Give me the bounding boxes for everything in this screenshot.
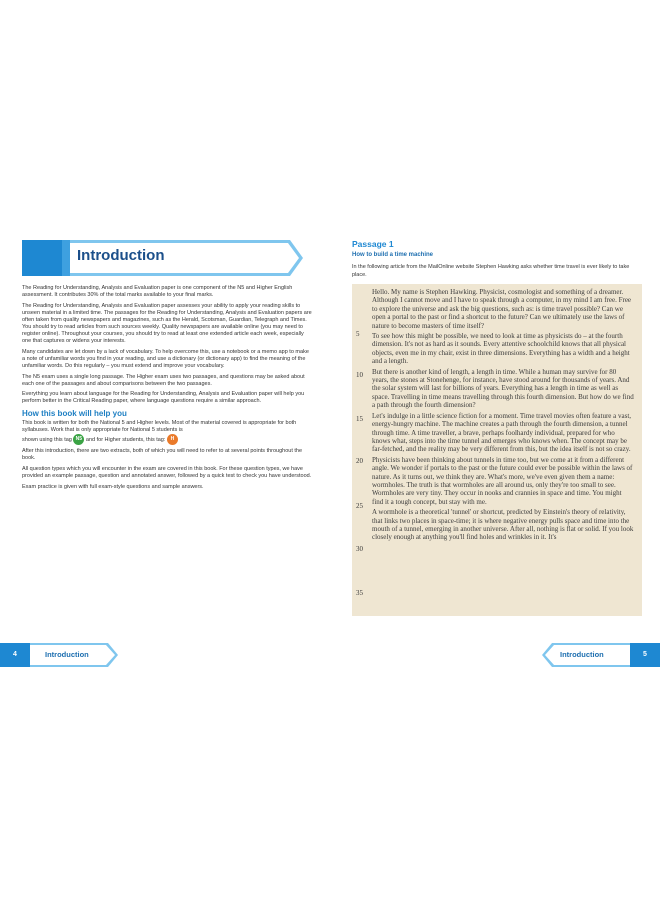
help-text-a: This book is written for both the National 5 and Higher levels. Most of the material covered is appropriate for both syllabuses. Work that is only appropriate for National 5 students is (22, 419, 297, 433)
passage-paragraph-4: Let's indulge in a little science fiction for a moment. Time travel movies often feature a vast, energy-hungry machine. The machine creates a path through the fourth dimension, a tunnel through time. A time traveller, a brave, perhaps foolhardy individual, prepared for who knows what, steps into the time tunnel and emerges who knows when. The concept may be far-fetched, and the reality may be very different from this, but the idea itself is not so crazy. (372, 411, 632, 454)
higher-tag-icon: H (167, 434, 178, 445)
passage-paragraph-5: Physicists have been thinking about tunnels in time too, but we come at it from a different angle. We wonder if portals to the past or the future could ever be possible within the laws of nature. As it turns out, we think they are. What's more, we've even given them a name: wormholes. The truth is that wormholes are all around us, only they're too small to see. Wormholes are very tiny. They occur in nooks and crannies in space and time. You might find it a tough concept, but stay with me. (372, 455, 633, 506)
introduction-banner (22, 240, 302, 274)
page-title: Introduction (77, 247, 165, 264)
passage-subtitle: How to build a time machine (352, 252, 434, 258)
n5-tag-icon: N5 (73, 434, 84, 445)
passage-text (372, 288, 634, 544)
help-text-c: and for Higher students, this tag: (85, 436, 166, 443)
passage-box (352, 284, 642, 616)
passage-title: Passage 1 (352, 239, 394, 249)
line-number: 25 (356, 502, 363, 510)
help-text-b: shown using this tag (22, 436, 72, 443)
intro-paragraph-3: Many candidates are let down by a lack of vocabulary. To help overcome this, use a notebook or a memo app to make a note of unfamiliar words you find in your reading, and use a dictionary (or dictionary app) to find the meaning of the unfamiliar words. Do this regularly – you must extend and improve your vocabulary. (22, 348, 309, 369)
passage-paragraph-6: A wormhole is a theoretical 'tunnel' or shortcut, predicted by Einstein's theory of relativity, that links two places in space-time; it is where negative energy pulls space and time into the mouth of a tunnel, emerging in another universe. After all, nothing is flat or solid. If you look closely enough at anything you'll find holes and wrinkles in it. It's (372, 508, 634, 542)
line-number: 35 (356, 589, 363, 597)
intro-paragraph-1: The Reading for Understanding, Analysis and Evaluation paper is one component of the N5 and Higher English assessment. It contributes 30% of the total marks available to your final marks. (22, 285, 293, 299)
section-heading: How this book will help you (22, 409, 127, 419)
page-number: 5 (643, 651, 647, 658)
line-number: 5 (356, 330, 360, 338)
help-paragraph-4: Exam practice is given with full exam-style questions and sample answers. (22, 483, 204, 490)
left-footer (0, 643, 120, 667)
line-number: 15 (356, 415, 363, 423)
footer-label: Introduction (45, 650, 89, 659)
line-number: 20 (356, 457, 363, 465)
right-page (330, 0, 660, 904)
page-number: 4 (13, 651, 17, 658)
passage-paragraph-1: Hello. My name is Stephen Hawking. Physicist, cosmologist and something of a dreamer. Although I cannot move and I have to speak through a computer, in my mind I am free. Free to explore the universe and ask the big questions, such as: is time travel possible? Can we open a portal to the past or find a shortcut to the future? Can we ultimately use the laws of nature to become masters of time itself? (372, 288, 632, 330)
line-number: 10 (356, 371, 363, 379)
intro-paragraph-2: The Reading for Understanding, Analysis and Evaluation paper assesses your ability to apply your reading skills to unseen material in a limited time. The passages for the Reading for Understanding, Analysis and Evaluation papers are often taken from quality newspapers and magazines, such as the Herald, Scotsman, Guardian, Telegraph and Times. You should try to read articles from such sources weekly. Quality newspapers are available online (you may need to register online). Throughout your courses, you should try to read at least one extended article each week, especially one that captures or widens your interests. (22, 302, 312, 345)
right-footer (540, 643, 660, 667)
intro-paragraph-5: Everything you learn about language for the Reading for Understanding, Analysis and Evaluation paper will help you perform better in the Critical Reading paper, where language questions require a similar approach. (22, 391, 305, 405)
help-paragraph-2: After this introduction, there are two extracts, both of which you will need to refer to at several points throughout the book. (22, 448, 303, 462)
passage-paragraph-3: But there is another kind of length, a length in time. While a human may survive for 80 years, the stones at Stonehenge, for instance, have stood around for thousands of years. And the solar system will last for billions of years. Everything has a length in time as well as space. Travelling in time means travelling through this fourth dimension. But how do we find a path through the fourth dimension? (372, 367, 634, 410)
passage-paragraph-2: To see how this might be possible, we need to look at time as physicists do – at the fourth dimension. It's not as hard as it sounds. Every attentive schoolchild knows that all physical objects, even me in my chair, exist in three dimensions. Everything has a width and a height and a length. (372, 332, 630, 366)
help-paragraph-3: All question types which you will encounter in the exam are covered in this book. For these question types, we have provided an example passage, question and annotated answer, followed by a quick test to check you have understood. (22, 465, 312, 479)
line-number: 30 (356, 545, 363, 553)
introduction-body (22, 285, 312, 494)
passage-intro: In the following article from the MailOnline website Stephen Hawking asks whether time travel is ever likely to take place. (352, 264, 630, 278)
help-paragraph-1 (22, 420, 312, 445)
footer-label: Introduction (560, 650, 604, 659)
intro-paragraph-4: The N5 exam uses a single long passage. The Higher exam uses two passages, and questions may be asked about each one of the passages and about comparisons between the two passages. (22, 373, 305, 387)
